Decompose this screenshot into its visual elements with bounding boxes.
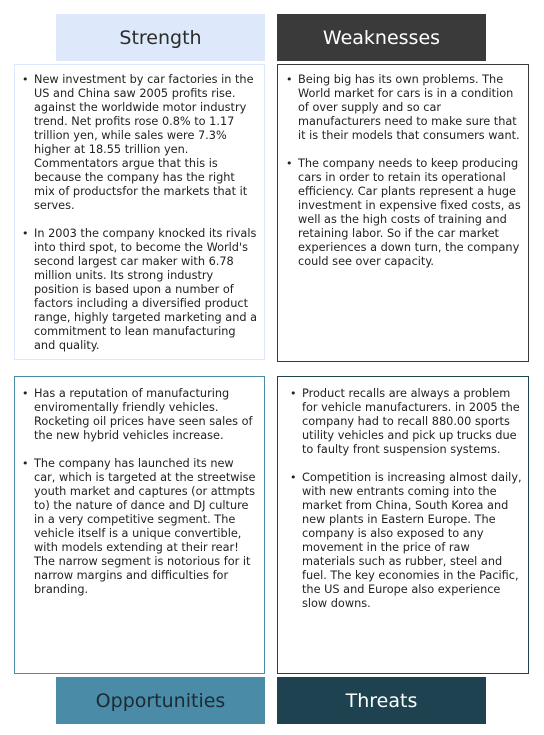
strength-list — [15, 73, 258, 353]
weakness-point: • Being big has its own problems. The World market for cars is in a condition of over supply and so car manufacturers need to make sure that it is their models that consumers want. — [298, 73, 524, 143]
strength-title: Strength — [119, 26, 202, 49]
strength-header — [56, 14, 265, 61]
weaknesses-list — [278, 73, 524, 269]
threats-title: Threats — [345, 689, 418, 712]
opportunities-title: Opportunities — [95, 689, 226, 712]
threat-point: • Product recalls are always a problem for vehicle manufacturers. in 2005 the company had to recall 880.00 sports utility vehicles and pick up trucks due to faulty front suspension systems. — [302, 387, 524, 457]
threats-list — [283, 387, 524, 611]
opportunity-point: • The company has launched its new car, which is targeted at the streetwise youth market and captures (or attmpts to) the nature of dance and DJ culture in a very competitive segment. The vehicle itself is a unique convertible, with models extending at their rear! The narrow segment is notorious for it narrow margins and difficulties for branding. — [34, 457, 258, 597]
weaknesses-title: Weaknesses — [322, 26, 441, 49]
weakness-point: • The company needs to keep producing cars in order to retain its operational efficiency. Car plants represent a huge investment in expensive fixed costs, as well as the high costs of training and retaining labor. So if the car market experiences a down turn, the company could see over capacity. — [298, 157, 524, 269]
opportunity-point: • Has a reputation of manufacturing enviromentally friendly vehicles. Rocketing oil prices have seen sales of the new hybrid vehicles increase. — [34, 387, 258, 443]
strength-point: • In 2003 the company knocked its rivals into third spot, to become the World's second largest car maker with 6.78 million units. Its strong industry position is based upon a number of factors including a diversified product range, highly targeted marketing and a commitment to lean manufacturing and quality. — [34, 227, 258, 353]
threat-point: • Competition is increasing almost daily, with new entrants coming into the market from China, South Korea and new plants in Eastern Europe. The company is also exposed to any movement in the price of raw materials such as rubber, steel and fuel. The key economies in the Pacific, the US and Europe also experience slow downs. — [302, 471, 524, 611]
threats-header — [277, 677, 486, 724]
strength-point: • New investment by car factories in the US and China saw 2005 profits rise. against the worldwide motor industry trend. Net profits rose 0.8% to 1.17 trillion yen, while sales were 7.3% higher at 18.55 trillion yen. Commentators argue that this is because the company has the right mix of productsfor the markets that it serves. — [34, 73, 258, 213]
threats-box — [277, 376, 529, 674]
weaknesses-box — [277, 64, 529, 362]
opportunities-list — [15, 387, 258, 597]
opportunities-header — [56, 677, 265, 724]
opportunities-box — [14, 376, 265, 674]
strength-box — [14, 64, 265, 360]
weaknesses-header — [277, 14, 486, 61]
